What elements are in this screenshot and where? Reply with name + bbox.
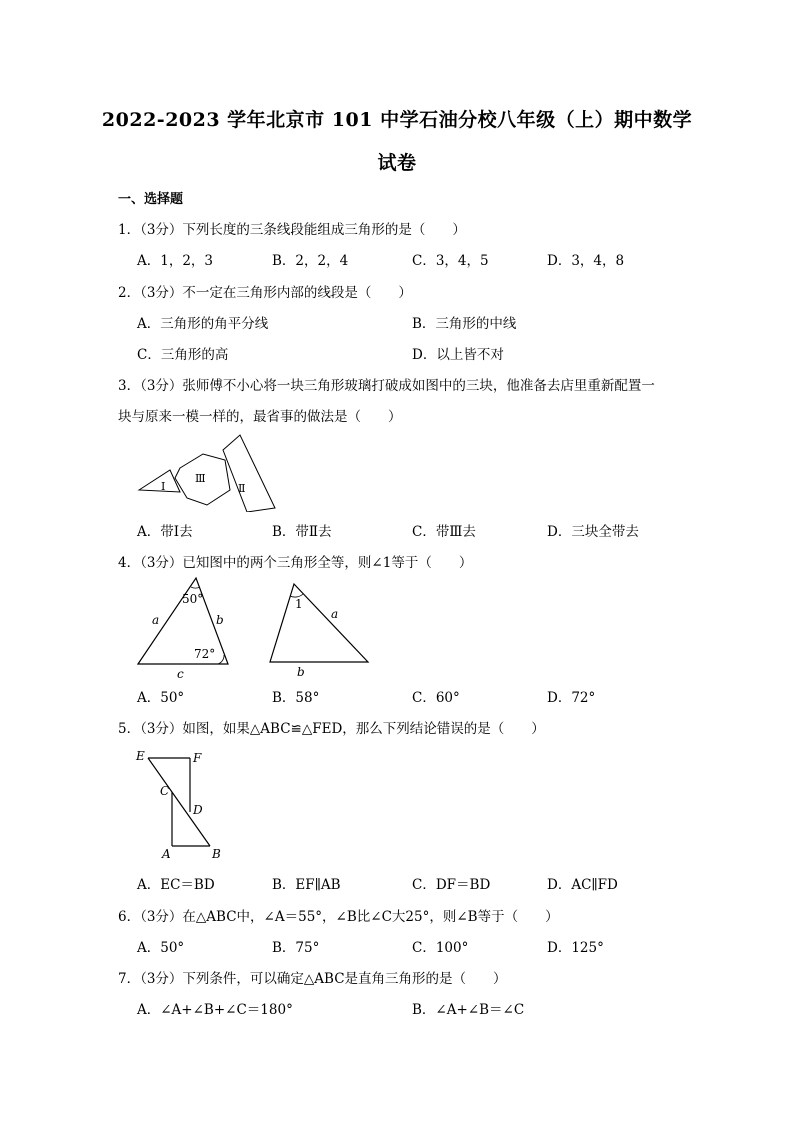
q6-option-b: B．75° [272,940,320,956]
label-E: E [136,749,145,763]
title-line-1: 2022-2023 学年北京市 101 中学石油分校八年级（上）期中数学 [101,109,693,131]
piece-1 [139,470,180,492]
label-50deg: 50° [182,592,204,606]
label-a: a [152,613,160,627]
label-A: A [162,847,171,861]
label-b: b [216,613,224,627]
q3-option-a: A．带Ⅰ去 [137,524,193,540]
question-2: 2．（3分）不一定在三角形内部的线段是（ ） [118,285,412,301]
q1-option-d: D．3，4，8 [547,253,625,269]
section-heading: 一、选择题 [118,192,184,207]
question-7: 7．（3分）下列条件，可以确定△ABC是直角三角形的是（ ） [118,971,507,987]
label-piece-2: Ⅱ [238,482,246,495]
q2-option-d: D．以上皆不对 [412,347,504,363]
piece-2 [223,435,275,512]
label-a: a [331,607,339,621]
triangle-figure-1 [130,572,240,682]
q1-option-b: B．2，2，4 [272,253,349,269]
q4-option-c: C．60° [412,690,460,706]
angle-mark-right [218,655,224,664]
q2-option-c: C．三角形的高 [137,347,229,363]
label-F: F [193,751,202,765]
q1-option-a: A．1，2，3 [137,253,214,269]
triangle-2 [270,584,368,662]
q6-option-d: D．125° [547,940,604,956]
congruent-triangles-figure [130,740,230,865]
label-c: c [177,667,184,681]
label-piece-1: Ⅰ [161,480,166,493]
broken-glass-figure [135,430,285,512]
segment-EB [148,758,210,846]
question-3-line-1: 3．（3分）张师傅不小心将一块三角形玻璃打破成如图中的三块，他准备去店里重新配置一 [118,378,655,394]
q4-option-a: A．50° [137,690,185,706]
label-angle-1: 1 [295,597,303,611]
q5-option-b: B．EF∥AB [272,877,341,893]
q5-option-c: C．DF＝BD [412,877,491,893]
q5-option-a: A．EC＝BD [137,877,215,893]
q3-option-d: D．三块全带去 [547,524,639,540]
title-line-2: 试卷 [377,152,417,174]
question-3-line-2: 块与原来一模一样的，最省事的做法是（ ） [118,409,402,425]
q7-option-a: A．∠A+∠B+∠C＝180° [137,1002,293,1018]
q7-option-b: B．∠A+∠B＝∠C [412,1002,525,1018]
question-1: 1．（3分）下列长度的三条线段能组成三角形的是（ ） [118,222,466,238]
q3-option-c: C．带Ⅲ去 [412,524,476,540]
q4-option-b: B．58° [272,690,320,706]
label-C: C [160,784,170,798]
question-6: 6．（3分）在△ABC中，∠A＝55°，∠B比∠C大25°，则∠B等于（ ） [118,909,559,925]
triangle-figure-2 [262,572,377,682]
q6-option-a: A．50° [137,940,185,956]
question-5: 5．（3分）如图，如果△ABC≌△FED，那么下列结论错误的是（ ） [118,721,545,737]
label-D: D [193,803,203,817]
q5-option-d: D．AC∥FD [547,877,618,893]
label-b: b [297,665,305,679]
q2-option-b: B．三角形的中线 [412,316,517,332]
label-72deg: 72° [194,647,216,661]
q6-option-c: C．100° [412,940,469,956]
q4-option-d: D．72° [547,690,596,706]
label-piece-3: Ⅲ [195,472,206,485]
angle-mark-top [191,587,200,588]
q3-option-b: B．带Ⅱ去 [272,524,332,540]
q1-option-c: C．3，4，5 [412,253,489,269]
q2-option-a: A．三角形的角平分线 [137,316,269,332]
question-4: 4．（3分）已知图中的两个三角形全等，则∠1等于（ ） [118,555,473,571]
label-B: B [212,847,221,861]
